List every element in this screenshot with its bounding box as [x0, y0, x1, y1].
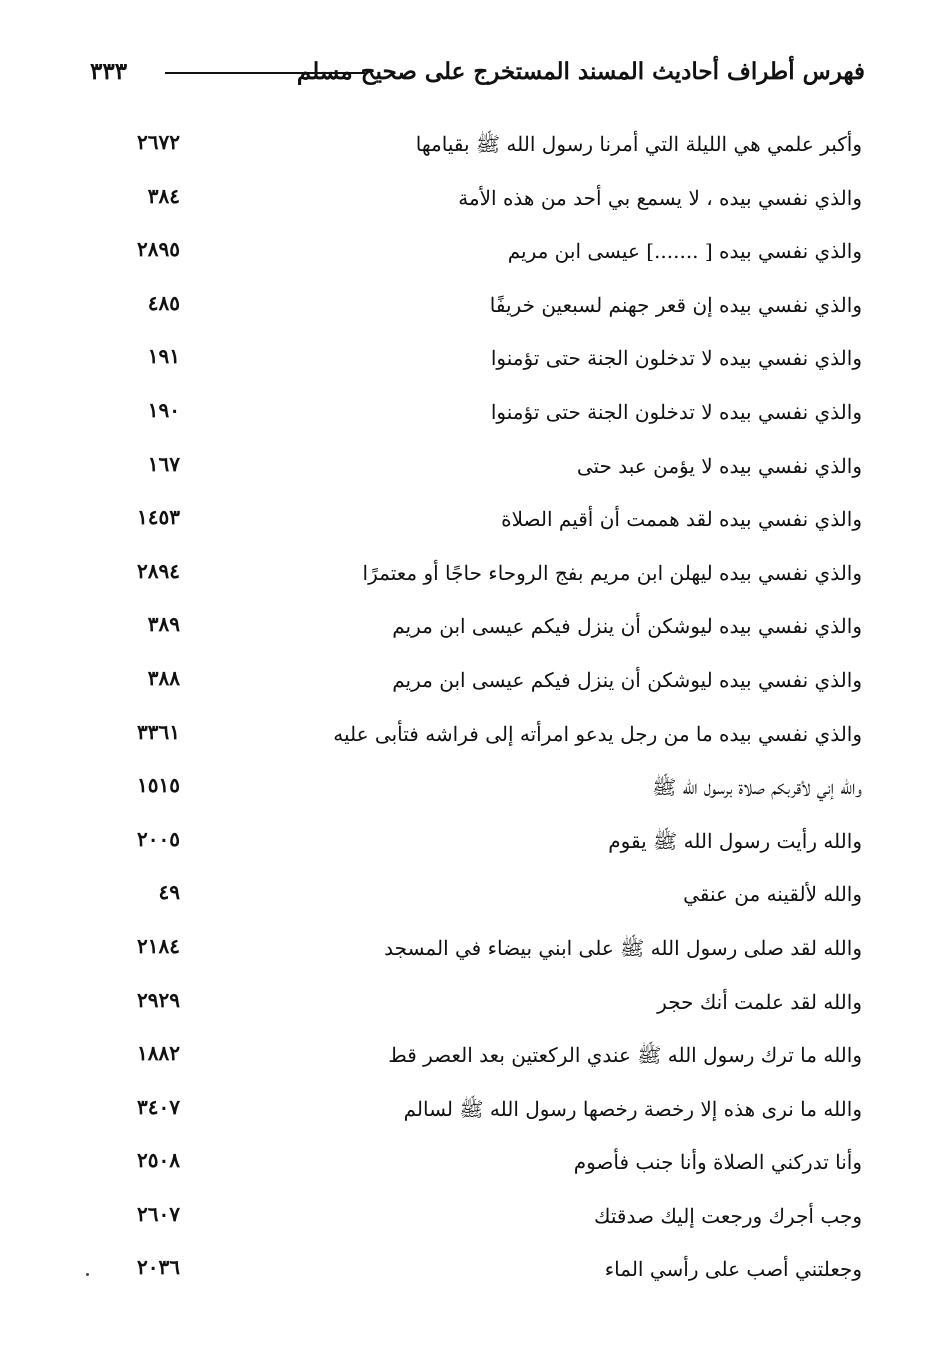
hadith-opening-text: وجب أجرك ورجعت إليك صدقتك [594, 1203, 862, 1228]
page-title: فهرس أطراف أحاديث المسند المستخرج على صحيح مسلم [296, 58, 865, 85]
hadith-opening-text: وأكبر علمي هي الليلة التي أمرنا رسول الله ﷺ بقيامها [415, 132, 862, 156]
hadith-opening-text: والذي نفسي بيده لا تدخلون الجنة حتى تؤمنوا [490, 399, 862, 424]
hadith-number: ٢٩٢٩ [137, 987, 180, 1012]
hadith-number: ٢٨٩٥ [137, 237, 180, 262]
page-header [90, 58, 865, 98]
page-number: ٣٣٣ [90, 58, 128, 85]
index-entry [110, 1253, 862, 1307]
hadith-number: ١٨٨٢ [137, 1041, 180, 1066]
index-entry [110, 182, 862, 236]
hadith-opening-text: والله رأيت رسول الله ﷺ يقوم [608, 828, 862, 853]
hadith-opening-text: والله إني لأقربكم صلاة برسول الله ﷺ [652, 775, 862, 800]
index-entry [110, 825, 862, 879]
header-divider [165, 72, 365, 74]
hadith-number: ١٩١ [147, 344, 180, 369]
hadith-number: ٤٩ [158, 880, 180, 905]
hadith-number: ٢٨٩٤ [137, 558, 180, 583]
index-entry [110, 342, 862, 396]
index-entry [110, 664, 862, 718]
index-entry [110, 450, 862, 504]
index-entry [110, 503, 862, 557]
hadith-opening-text: والذي نفسي بيده لا يؤمن عبد حتى [576, 453, 862, 478]
hadith-number: ١٩٠ [147, 397, 180, 422]
index-entry [110, 1200, 862, 1254]
hadith-opening-text: والذي نفسي بيده إن قعر جهنم لسبعين خريفًا [489, 292, 862, 317]
hadith-number: ٤٨٥ [147, 290, 180, 315]
index-entry [110, 1093, 862, 1147]
hadith-number: ١٦٧ [147, 451, 180, 476]
index-entry [110, 235, 862, 289]
hadith-opening-text: والله لقد علمت أنك حجر [657, 989, 862, 1014]
hadith-opening-text: والله لألقينه من عنقي [683, 882, 862, 907]
index-entry [110, 1039, 862, 1093]
hadith-opening-text: والله ما ترك رسول الله ﷺ عندي الركعتين بعد العصر قط [388, 1043, 862, 1068]
hadith-number: ٢٠٣٦ [137, 1255, 180, 1280]
hadith-number: ٢٥٠٨ [137, 1148, 180, 1173]
hadith-opening-text: والذي نفسي بيده [ .......] عيسى ابن مريم [507, 239, 862, 264]
index-entry [110, 128, 862, 182]
hadith-opening-text: وأنا تدركني الصلاة وأنا جنب فأصوم [573, 1150, 862, 1175]
hadith-number: ٣٣٦١ [137, 719, 180, 744]
index-entry [110, 1146, 862, 1200]
hadith-opening-text: والذي نفسي بيده لقد هممت أن أقيم الصلاة [501, 507, 862, 532]
scan-speck [86, 1273, 89, 1276]
hadith-number: ٢١٨٤ [137, 933, 180, 958]
hadith-number: ٣٨٩ [147, 612, 180, 637]
hadith-opening-text: والله لقد صلى رسول الله ﷺ على ابني بيضاء في المسجد [384, 935, 862, 960]
index-entry [110, 771, 862, 825]
hadith-number: ٣٨٨ [147, 665, 180, 690]
hadith-opening-text: والذي نفسي بيده ليهلن ابن مريم بفج الروحاء حاجًا أو معتمرًا [362, 560, 862, 585]
index-entry [110, 610, 862, 664]
index-entry [110, 718, 862, 772]
hadith-opening-text: والله ما نرى هذه إلا رخصة رخصها رسول الله ﷺ لسالم [403, 1096, 862, 1121]
hadith-number: ٣٨٤ [147, 183, 180, 208]
index-entry [110, 289, 862, 343]
hadith-number: ١٤٥٣ [137, 505, 180, 530]
index-entry [110, 557, 862, 611]
hadith-opening-text: والذي نفسي بيده ما من رجل يدعو امرأته إلى فراشه فتأبى عليه [333, 721, 862, 746]
hadith-opening-text: والذي نفسي بيده ، لا يسمع بي أحد من هذه الأمة [458, 185, 862, 210]
index-entry [110, 396, 862, 450]
index-entries [110, 128, 862, 1307]
index-entry [110, 878, 862, 932]
hadith-opening-text: والذي نفسي بيده ليوشكن أن ينزل فيكم عيسى ابن مريم [392, 614, 862, 639]
hadith-number: ٣٤٠٧ [137, 1094, 180, 1119]
hadith-number: ٢٠٠٥ [137, 826, 180, 851]
hadith-number: ١٥١٥ [137, 773, 180, 798]
index-entry [110, 932, 862, 986]
hadith-number: ٢٦٠٧ [137, 1201, 180, 1226]
hadith-number: ٢٦٧٢ [137, 130, 180, 154]
index-entry [110, 986, 862, 1040]
hadith-opening-text: والذي نفسي بيده لا تدخلون الجنة حتى تؤمنوا [490, 346, 862, 371]
hadith-opening-text: والذي نفسي بيده ليوشكن أن ينزل فيكم عيسى ابن مريم [392, 667, 862, 692]
hadith-opening-text: وجعلتني أصب على رأسي الماء [604, 1257, 862, 1282]
